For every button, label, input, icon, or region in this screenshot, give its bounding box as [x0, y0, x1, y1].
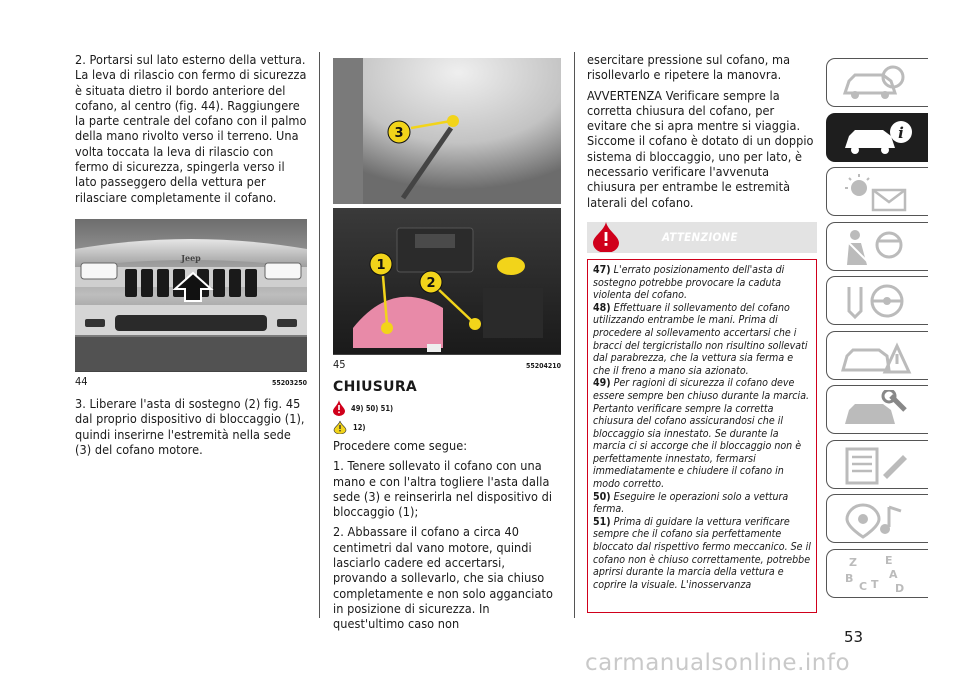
callout-2 — [420, 271, 442, 293]
item-number: 48) — [593, 301, 611, 314]
tab-starting-driving[interactable] — [826, 276, 928, 325]
caution-reference-row — [333, 420, 561, 434]
item-number: 47) — [593, 263, 611, 276]
attention-item — [593, 377, 811, 490]
caution-refs: 12) — [353, 422, 366, 432]
index-letter: T — [871, 577, 879, 591]
warning-drop-icon — [593, 222, 619, 252]
paragraph-intro: Procedere come segue: — [333, 438, 468, 453]
tab-technical-data[interactable] — [826, 440, 928, 489]
figure-44-caption — [75, 375, 307, 388]
attention-item — [593, 516, 811, 592]
seatbelt-airbag-icon — [839, 227, 919, 267]
column-divider — [319, 52, 320, 618]
item-text: Eseguire le operazioni solo a vettura ferma. — [593, 490, 789, 516]
steering-wheel-icon — [839, 281, 919, 321]
jeep-logo: Jeep — [181, 252, 201, 263]
info-glyph: i — [898, 123, 904, 142]
item-text: Per ragioni di sicurezza il cofano deve essere sempre ben chiuso durante la marcia. Pertanto verificare sempre la corretta chiusura del cofano assicurandosi che il bloccaggio sia innestato. Se durante la marcia ci si accorge che il bloccaggio non è perfettamente innestato, fermarsi immediatamente e chiudere il cofano in modo corretto. — [593, 377, 810, 491]
paragraph-step-3: 3. Liberare l'asta di sostegno (2) fig. 45 dal proprio dispositivo di bloccaggio (1), quindi inserirne l'estremità nella sede (3) del cofano motore. — [75, 395, 305, 457]
callout-label: 3 — [394, 126, 404, 141]
item-number: 51) — [593, 515, 611, 528]
index-letter: A — [889, 567, 898, 581]
warning-triangle-car-icon — [839, 336, 919, 376]
column-middle — [333, 52, 561, 632]
paragraph-closing-step-1: 1. Tenere sollevato il cofano con una mano e con l'altra togliere l'asta dalla sede (3) e reinserirla nel dispositivo di bloccaggio (1); — [333, 458, 553, 520]
index-letter: C — [859, 579, 868, 593]
attention-title: ATTENZIONE — [662, 230, 738, 245]
figure-code: 55203250 — [271, 378, 307, 387]
item-text: Prima di guidare la vettura verificare sempre che il cofano sia perfettamente bloccato dal rispettivo fermo meccanico. Se il cofano non è chiuso correttamente, potrebbe aprirsi durante la marcia della vettura e coprire la visuale. L'inosservanza — [593, 515, 811, 591]
section-heading: CHIUSURA — [333, 379, 418, 395]
callout-1 — [370, 253, 392, 275]
car-info-icon — [839, 118, 919, 158]
figure-number: 44 — [75, 374, 88, 388]
tab-multimedia[interactable] — [826, 494, 928, 543]
page-number: 53 — [844, 628, 864, 646]
index-letter: E — [885, 553, 893, 567]
attention-item — [593, 302, 811, 378]
figure-code: 55204210 — [525, 362, 561, 370]
tab-safety[interactable] — [826, 222, 928, 271]
callout-label: 2 — [426, 276, 436, 291]
item-text: L'errato posizionamento dell'asta di sostegno potrebbe provocare la caduta violenta del cofano. — [593, 263, 785, 302]
attention-header — [587, 222, 817, 253]
jeep-front-photo — [75, 219, 307, 371]
paragraph-avvertenza: AVVERTENZA Verificare sempre la corretta chiusura del cofano, per evitare che si apra mentre si viaggia. Siccome il cofano è dotato di un doppio sistema di bloccaggio, uno per lato, è necessario verificare l'avvenuta chiusura per entrambe le estremità laterali del cofano. — [587, 87, 814, 210]
car-instrument-icon — [839, 63, 919, 103]
figure-number: 45 — [333, 358, 346, 371]
alphabetical-index-icon — [839, 554, 919, 594]
warning-refs: 49) 50) 51) — [351, 403, 394, 413]
figure-45-caption — [333, 358, 561, 371]
paragraph-continued: esercitare pressione sul cofano, ma risollevarlo e ripetere la manovra. — [587, 52, 791, 83]
tab-dashboard[interactable] — [826, 58, 928, 107]
index-letter: B — [845, 571, 854, 585]
paragraph-step-2: 2. Portarsi sul lato esterno della vettura. La leva di rilascio con fermo di sicurezza è situata dietro il bordo anteriore del cofano, al centro (fig. 44). Raggiungere la parte centrale del cofano con il palmo della mano rivolto verso il terreno. Una volta toccata la leva di rilascio con fermo di sicurezza, spingerla verso il lato passeggero della vettura per rilasciare completamente il cofano. — [75, 52, 307, 205]
index-letter: D — [895, 581, 905, 594]
spec-sheet-icon — [839, 445, 919, 485]
attention-item — [593, 264, 811, 302]
engine-bay-photo — [333, 58, 561, 354]
item-text: Effettuare il sollevamento del cofano utilizzando entrambe le mani. Prima di procedere al sollevamento accertarsi che i bracci del tergicristallo non risultino sollevati dal parabrezza, che la vettura sia ferma e che il freno a mano sia azionato. — [593, 301, 808, 377]
tab-maintenance[interactable] — [826, 385, 928, 434]
attention-box — [587, 259, 817, 613]
callout-3 — [388, 121, 410, 143]
warning-drop-icon — [333, 400, 345, 416]
tab-emergency[interactable] — [826, 331, 928, 380]
callout-label: 1 — [376, 258, 386, 273]
tab-index[interactable] — [826, 549, 928, 598]
wrench-car-icon — [839, 390, 919, 430]
column-left — [75, 52, 307, 457]
paragraph-closing-step-2: 2. Abbassare il cofano a circa 40 centimetri dal vano motore, quindi lasciarlo cadere ed accertarsi, provando a sollevarlo, che sia chiuso completamente e non solo agganciato in posizione di sicurezza. In quest'ultimo caso non — [333, 524, 553, 632]
column-right — [587, 52, 817, 613]
tab-lights-messages[interactable] — [826, 167, 928, 216]
item-number: 49) — [593, 377, 611, 390]
figure-44 — [75, 219, 307, 372]
figure-45 — [333, 58, 561, 355]
chapter-tabs — [826, 58, 928, 603]
column-divider — [574, 52, 575, 618]
multimedia-icon — [839, 499, 919, 539]
warning-reference-row — [333, 400, 561, 416]
attention-item — [593, 491, 811, 516]
index-letter: Z — [849, 555, 857, 569]
watermark: carmanualsonline.info — [585, 650, 851, 676]
caution-icon — [333, 420, 347, 434]
lights-message-icon — [839, 172, 919, 212]
item-number: 50) — [593, 490, 611, 503]
tab-knowing-the-vehicle[interactable] — [826, 113, 928, 162]
